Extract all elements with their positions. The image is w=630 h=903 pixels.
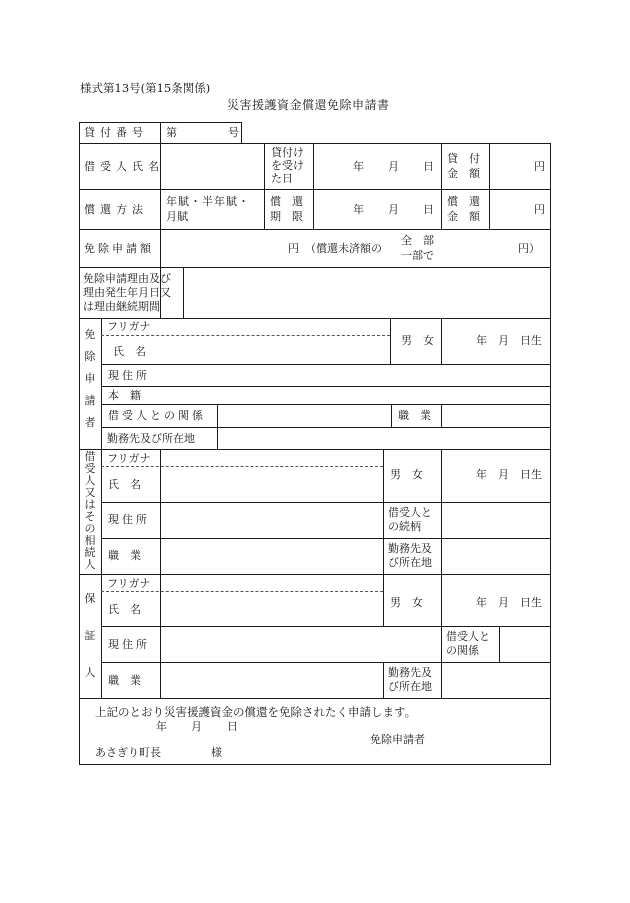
repay-deadline-label-2: 期 限 [270,210,303,223]
borrower-address-label: 現住所 [108,513,150,526]
borrower-workplace-label-1: 勤務先及 [388,542,432,555]
borrower-section-label: 借 受 人 又 は そ の 相 続 人 [84,450,96,571]
addressee: あさぎり町長 [95,746,161,759]
borrower-occupation-label: 職 業 [108,549,141,562]
form-title: 災害援護資金償還免除申請書 [227,98,390,112]
loan-date-label-1: 貸付け [271,146,304,159]
loan-date-day: 日 [423,160,434,173]
repay-deadline-label-1: 償 還 [270,195,303,208]
reason-label-3: は理由継続期間 [83,300,160,313]
repay-method-value-1: 年賦・半年賦・ [166,195,250,208]
applicant-occupation-label: 職 業 [398,409,431,422]
applicant-section-label: 免 除 申 請 者 [84,328,96,429]
guarantor-occupation-label: 職 業 [108,674,141,687]
guarantor-workplace-label-1: 勤務先及 [388,666,432,679]
unpaid-prefix: （償還未済額の [305,242,382,255]
applicant-birth: 年 月 日生 [476,334,542,347]
repay-amount-yen: 円 [534,203,545,216]
loan-amount-label-2: 金 額 [447,167,480,180]
applicant-name-label: 氏 名 [113,345,146,358]
loan-date-label-3: た日 [271,172,293,185]
applicant-address-label: 現住所 [108,369,150,382]
borrower-relation-label-1: 借受人と [388,506,432,519]
loan-number-suffix: 号 [228,126,239,139]
repay-deadline-year: 年 [353,203,364,216]
unpaid-close: 円） [518,242,540,255]
footer-day: 日 [227,720,238,733]
borrower-name-label-2: 氏 名 [108,478,141,491]
guarantor-section-label: 保 証 人 [84,592,96,679]
borrower-name-label: 借受人氏名 [84,160,164,173]
guarantor-sex: 男 女 [390,596,423,609]
guarantor-name-label: 氏 名 [108,603,141,616]
guarantor-relation-label-1: 借受人と [446,630,490,643]
applicant-furigana-label: フリガナ [107,320,151,333]
loan-amount-yen: 円 [534,160,545,173]
guarantor-birth: 年 月 日生 [476,596,542,609]
guarantor-relation-label-2: の関係 [446,644,479,657]
loan-date-label-2: を受け [271,159,304,172]
exemption-amount-label: 免除申請額 [84,242,154,255]
repay-amount-label-2: 金 額 [447,210,480,223]
applicant-sex: 男 女 [401,334,434,347]
application-statement: 上記のとおり災害援護資金の償還を免除されたく申請します。 [95,705,417,719]
reason-label-1: 免除申請理由及び [83,272,171,285]
footer-applicant-label: 免除申請者 [370,733,425,746]
repay-deadline-day: 日 [423,203,434,216]
form-number: 様式第13号(第15条関係) [80,81,211,95]
borrower-relation-label-2: の続柄 [388,520,421,533]
applicant-relation-label: 借受人との関係 [108,409,206,422]
loan-number-prefix: 第 [166,126,177,139]
borrower-birth: 年 月 日生 [476,468,542,481]
unpaid-full: 全 部 [401,234,434,247]
footer-month: 月 [191,720,202,733]
reason-label-2: 理由発生年月日又 [83,286,171,299]
loan-number-label: 貸付番号 [84,126,148,139]
repay-deadline-month: 月 [388,203,399,216]
borrower-sex: 男 女 [390,468,423,481]
repay-method-value-2: 月賦 [166,210,188,223]
guarantor-furigana-label: フリガナ [107,577,151,590]
addressee-honorific: 様 [211,746,222,759]
repay-method-label: 償還方法 [84,203,148,216]
loan-date-month: 月 [388,160,399,173]
applicant-domicile-label: 本 籍 [108,389,141,402]
exemption-amount-yen: 円 [288,242,299,255]
guarantor-address-label: 現住所 [108,638,150,651]
loan-amount-label-1: 貸 付 [447,152,480,165]
unpaid-partial: 一部で [401,249,434,262]
footer-year: 年 [156,720,167,733]
borrower-workplace-label-2: び所在地 [388,556,432,569]
guarantor-workplace-label-2: び所在地 [388,680,432,693]
applicant-workplace-label: 勤務先及び所在地 [107,432,195,445]
borrower-furigana-label: フリガナ [107,452,151,465]
loan-date-year: 年 [353,160,364,173]
repay-amount-label-1: 償 還 [447,195,480,208]
